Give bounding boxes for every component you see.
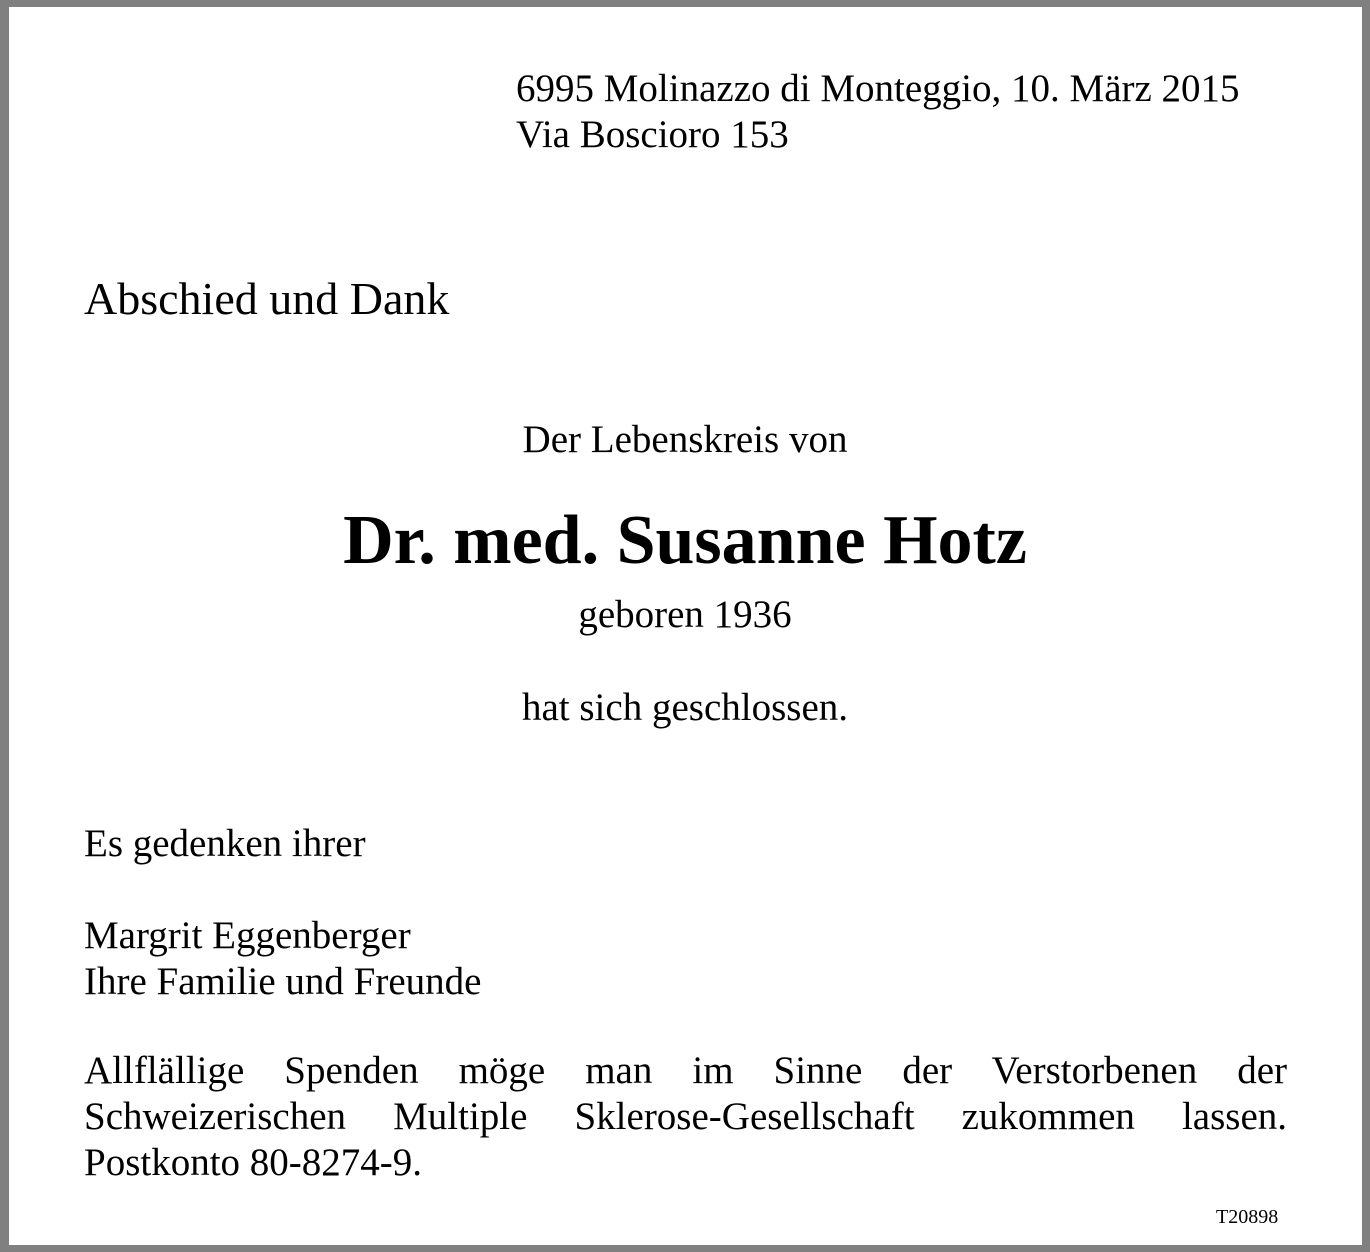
birth-year: geboren 1936 <box>578 593 792 636</box>
notice-heading: Abschied und Dank <box>84 273 450 324</box>
intro-text: Der Lebenskreis von <box>522 418 848 461</box>
donation-line-2: Schweizerischen Multiple Sklerose-Gesellschaft zukommen lassen. <box>84 1095 1287 1138</box>
deceased-name: Dr. med. Susanne Hotz <box>343 502 1027 579</box>
address-street-line: Via Boscioro 153 <box>516 113 789 156</box>
donation-line-1: Allflällige Spenden möge man im Sinne der Verstorbenen der <box>84 1049 1287 1092</box>
address-date-line: 6995 Molinazzo di Monteggio, 10. März 2015 <box>516 67 1240 110</box>
donation-paragraph <box>84 1048 1287 1186</box>
mourners-intro: Es gedenken ihrer <box>84 822 366 865</box>
closing-text: hat sich geschlossen. <box>521 686 848 729</box>
reference-code: T20898 <box>1216 1206 1279 1228</box>
mourner-name: Margrit Eggenberger <box>84 914 411 957</box>
mourner-family: Ihre Familie und Freunde <box>84 960 482 1003</box>
donation-line-3: Postkonto 80-8274-9. <box>84 1141 423 1184</box>
